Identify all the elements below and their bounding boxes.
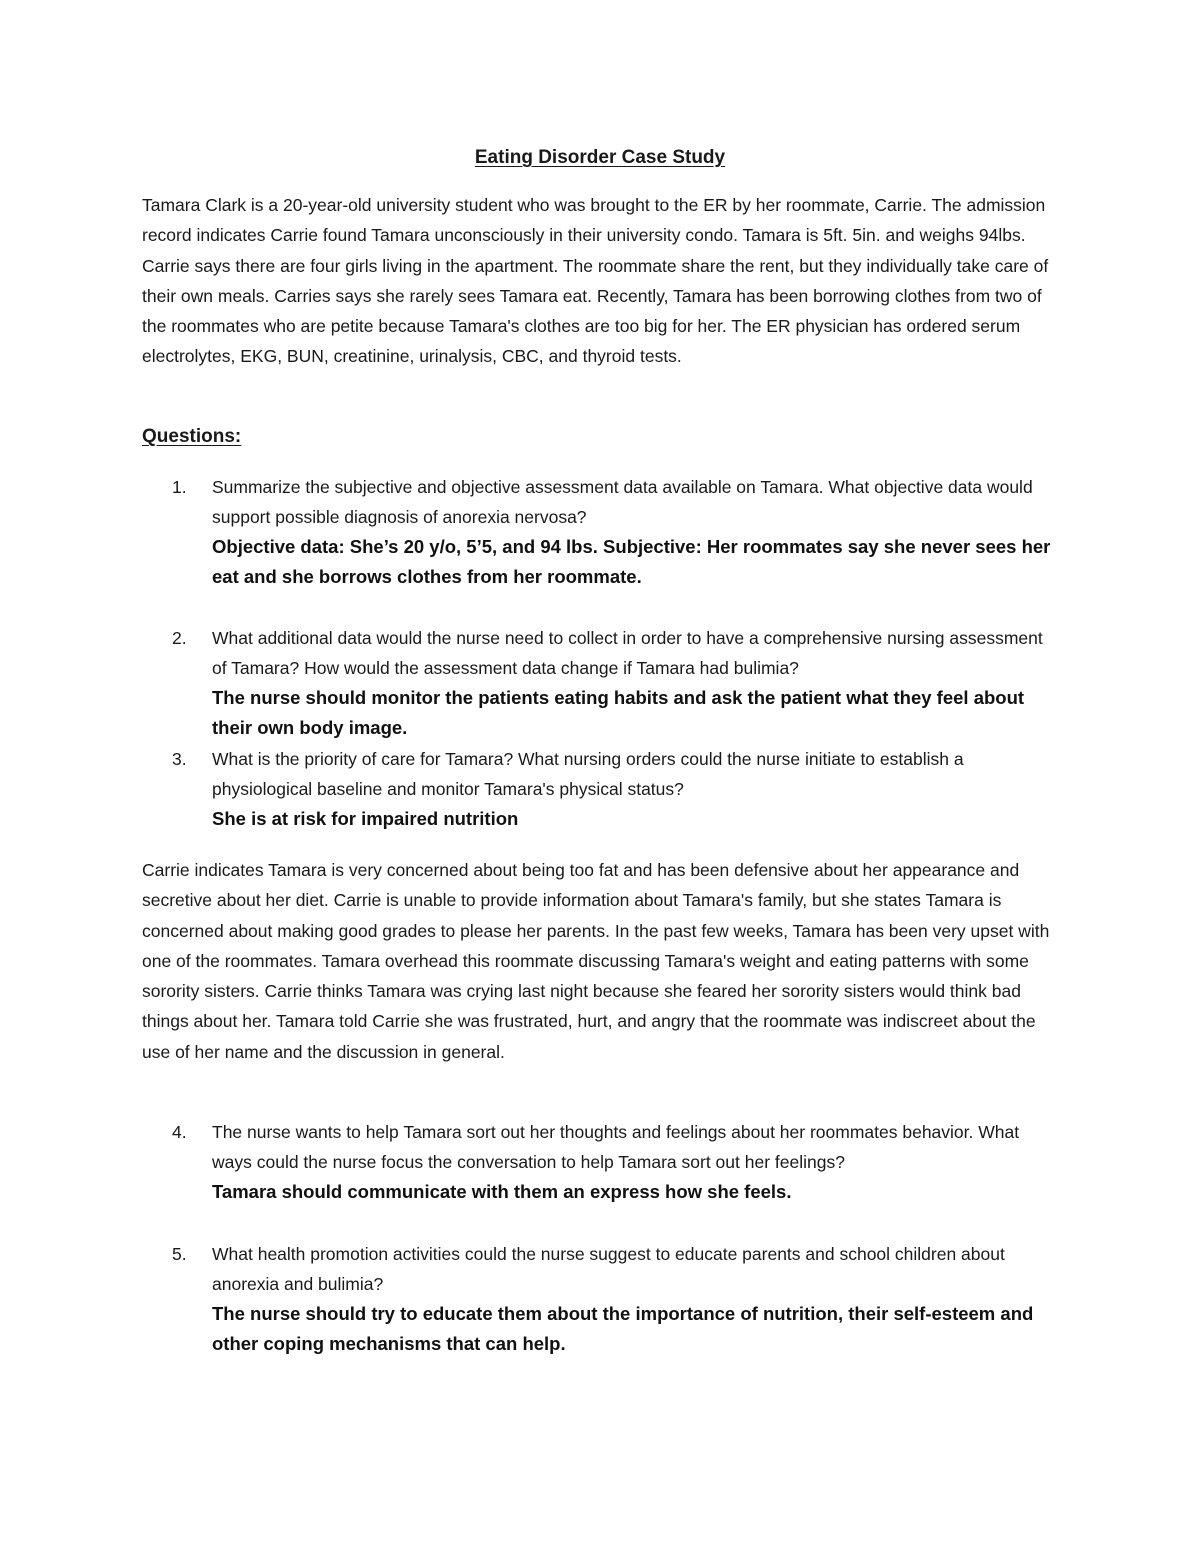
question-item-4 [172,1118,1062,1207]
question-answer: She is at risk for impaired nutrition [212,808,519,830]
question-text: The nurse wants to help Tamara sort out her thoughts and feelings about her roommates behavior. What ways could the nurse focus the conversation to help Tamara sort out her feelings? [212,1122,1020,1172]
intro-paragraph: Tamara Clark is a 20-year-old university student who was brought to the ER by her roommate, Carrie. The admission record indicates Carrie found Tamara unconsciously in their university condo. Tamara is 5ft. 5in. and weighs 94lbs. Carrie says there are four girls living in the apartment. The roommate share the rent, but they individually take care of their own meals. Carries says she rarely sees Tamara eat. Recently, Tamara has been borrowing clothes from two of the roommates who are petite because Tamara's clothes are too big for her. The ER physician has ordered serum electrolytes, EKG, BUN, creatinine, urinalysis, CBC, and thyroid tests. [142,195,1049,367]
question-text: What health promotion activities could the nurse suggest to educate parents and school children about anorexia and bulimia? [212,1244,1005,1294]
question-text: Summarize the subjective and objective assessment data available on Tamara. What objective data would support possible diagnosis of anorexia nervosa? [212,477,1033,527]
question-number: 2. [172,628,187,648]
question-number: 5. [172,1244,187,1264]
question-answer: Objective data: She’s 20 y/o, 5’5, and 94 lbs. Subjective: Her roommates say she never sees her eat and she borrows clothes from her roommate. [212,536,1051,588]
question-text: What additional data would the nurse need to collect in order to have a comprehensive nursing assessment of Tamara? How would the assessment data change if Tamara had bulimia? [212,628,1043,678]
question-text: What is the priority of care for Tamara? What nursing orders could the nurse initiate to establish a physiological baseline and monitor Tamara's physical status? [212,749,964,799]
question-number: 3. [172,749,187,769]
question-answer: Tamara should communicate with them an express how she feels. [212,1181,792,1203]
question-number: 4. [172,1122,187,1142]
questions-heading: Questions: [142,426,242,447]
question-answer: The nurse should try to educate them about the importance of nutrition, their self-esteem and other coping mechanisms that can help. [212,1303,1034,1355]
question-item-3 [172,745,1062,834]
question-answer: The nurse should monitor the patients eating habits and ask the patient what they feel about their own body image. [212,687,1025,739]
question-item-2 [172,624,1062,743]
question-number: 1. [172,477,187,497]
question-item-5 [172,1240,1062,1359]
carrie-paragraph: Carrie indicates Tamara is very concerned about being too fat and has been defensive about her appearance and secretive about her diet. Carrie is unable to provide information about Tamara's family, but she states Tamara is concerned about making good grades to please her parents. In the past few weeks, Tamara has been very upset with one of the roommates. Tamara overhead this roommate discussing Tamara's weight and eating patterns with some sorority sisters. Carrie thinks Tamara was crying last night because she feared her sorority sisters would think bad things about her. Tamara told Carrie she was frustrated, hurt, and angry that the roommate was indiscreet about the use of her name and the discussion in general. [142,860,1050,1062]
question-item-1 [172,473,1062,592]
document-title: Eating Disorder Case Study [474,147,726,168]
